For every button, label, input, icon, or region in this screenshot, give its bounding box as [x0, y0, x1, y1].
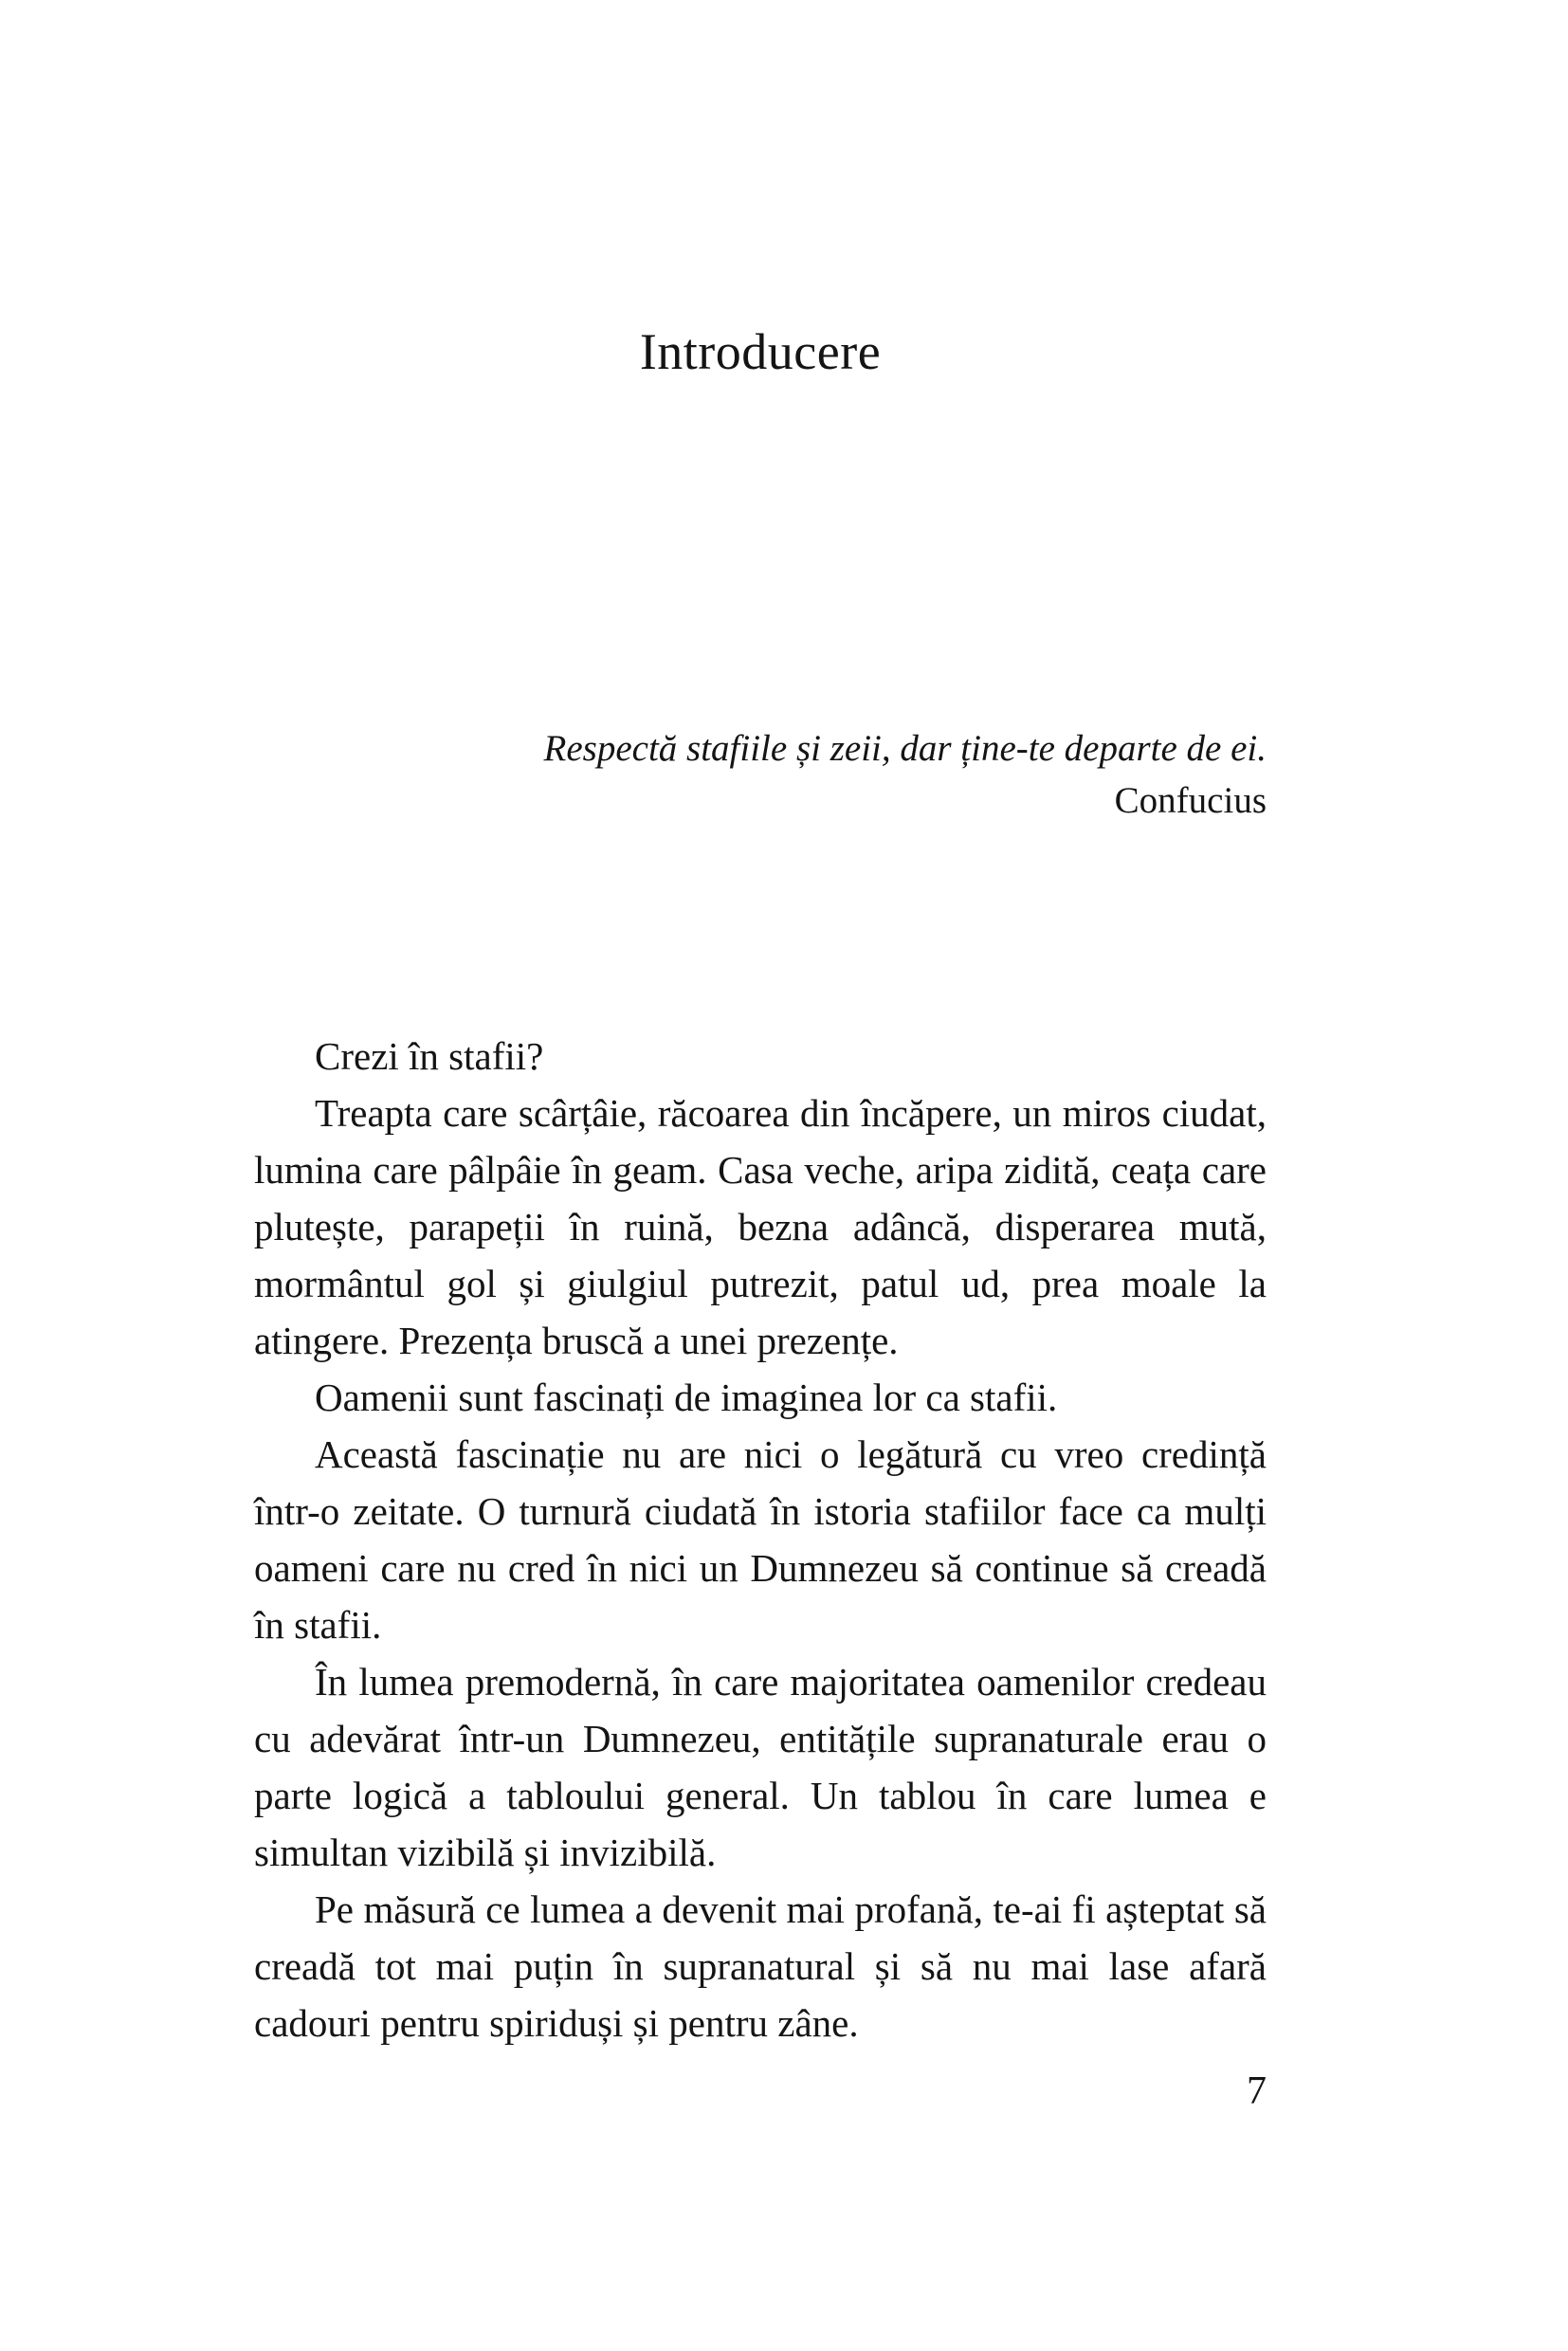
- paragraph: Pe măsură ce lumea a devenit mai profană, te-ai fi așteptat să creadă tot mai puțin în supranatural și să nu mai lase afară cadouri pentru spiriduși și pentru zâne.: [254, 1887, 1267, 2045]
- body-copy: [254, 1028, 1267, 2051]
- paragraph: Crezi în stafii?: [315, 1034, 544, 1078]
- paragraph: Această fascinație nu are nici o legătură cu vreo credință într-o zeitate. O turnură ciudată în istoria stafiilor face ca mulți oameni care nu cred în nici un Dumnezeu să continue să creadă în stafii.: [254, 1432, 1267, 1647]
- epigraph-quote: Respectă stafiile și zeii, dar ține-te departe de ei.: [543, 728, 1267, 769]
- text-block: [254, 322, 1267, 2051]
- paragraph: Oamenii sunt fascinați de imaginea lor ca stafii.: [315, 1376, 1058, 1419]
- chapter-title: Introducere: [639, 323, 882, 380]
- epigraph-attribution: Confucius: [1114, 780, 1267, 821]
- page-number: 7: [1247, 2069, 1267, 2113]
- paragraph: Treapta care scârțâie, răcoarea din încăpere, un miros ciudat, lumina care pâlpâie în geam. Casa veche, aripa zidită, ceața care plutește, parapeții în ruină, bezna adâncă, disperarea mută, mormântul gol și giulgiul putrezit, patul ud, prea moale la atingere. Prezența bruscă a unei prezențe.: [254, 1091, 1267, 1362]
- paragraph: În lumea premodernă, în care majoritatea oamenilor credeau cu adevărat într-un Dumnezeu, entitățile supranaturale erau o parte logică a tabloului general. Un tablou în care lumea e simultan vizibilă și invizibilă.: [254, 1660, 1267, 1874]
- epigraph: [254, 722, 1267, 827]
